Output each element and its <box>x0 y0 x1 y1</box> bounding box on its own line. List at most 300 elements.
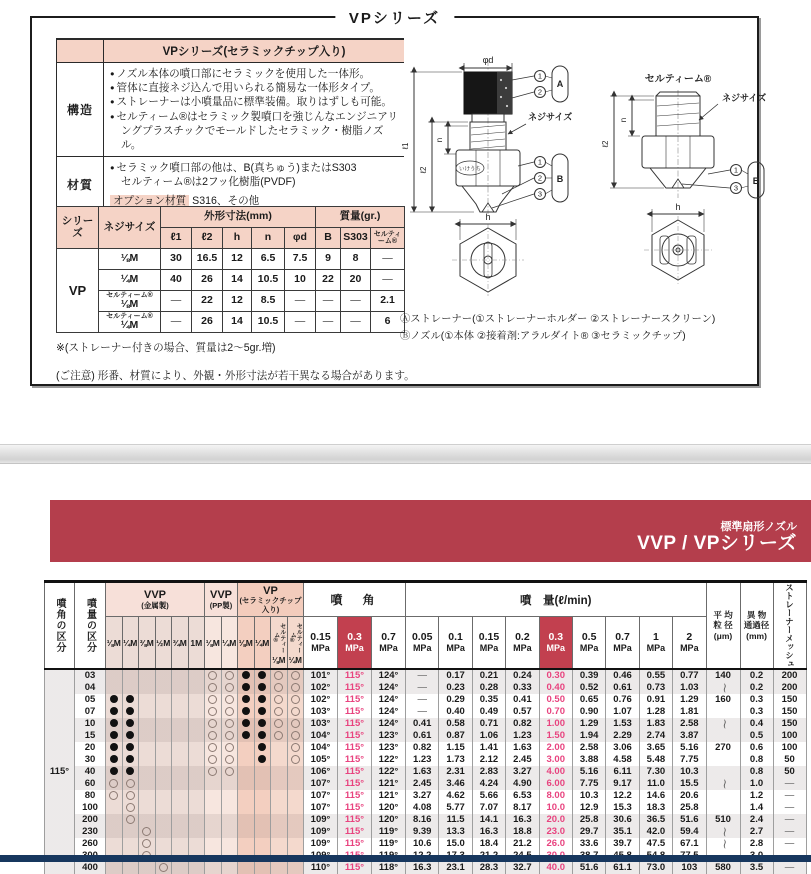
pressure-col-header <box>338 617 372 669</box>
celteam-col-label: セルティーム® <box>289 621 301 656</box>
flow-rate-value: 3.00 <box>539 754 572 766</box>
dims-subheader-4: φd <box>285 228 316 249</box>
flow-rate-value: 1.15 <box>439 742 472 754</box>
pressure-col-header <box>406 617 439 669</box>
flow-rate-value: 20.6 <box>673 790 706 802</box>
availability-cell <box>155 766 172 778</box>
pressure-unit: MPa <box>338 643 371 653</box>
capacity-code: 260 <box>75 838 106 850</box>
dot-open <box>291 695 300 704</box>
availability-cell <box>205 682 222 694</box>
availability-cell <box>139 826 156 838</box>
availability-cell <box>106 790 123 802</box>
dims-value: — <box>371 249 405 270</box>
flow-rate-value: 15.3 <box>606 802 639 814</box>
spray-angle-value: 119° <box>372 826 406 838</box>
capacity-code: 80 <box>75 790 106 802</box>
flow-rate-value: 0.77 <box>673 669 706 682</box>
availability-cell <box>238 838 255 850</box>
flow-rate-value: 1.50 <box>539 730 572 742</box>
availability-cell <box>254 669 271 682</box>
availability-cell <box>254 838 271 850</box>
availability-cell <box>139 682 156 694</box>
dims-value: 22 <box>316 270 341 291</box>
droplet-size-value <box>706 718 740 730</box>
availability-cell <box>221 838 238 850</box>
availability-cell <box>221 682 238 694</box>
spray-angle-value: 107° <box>304 802 338 814</box>
flow-rate-value: 39.7 <box>606 838 639 850</box>
row-30 <box>45 754 807 766</box>
flow-rate-value: 0.61 <box>406 730 439 742</box>
dims-thread-value <box>99 249 161 270</box>
strainer-mesh-value: 150 <box>773 694 806 706</box>
availability-cell <box>287 766 304 778</box>
availability-cell <box>122 838 139 850</box>
dot-open <box>225 731 234 740</box>
dims-value: — <box>316 291 341 312</box>
availability-cell <box>155 826 172 838</box>
flow-rate-value: 7.75 <box>673 754 706 766</box>
droplet-size-value: 140 <box>706 669 740 682</box>
dot-open <box>208 755 217 764</box>
flow-rate-value: 35.1 <box>606 826 639 838</box>
availability-cell <box>271 790 288 802</box>
availability-cell <box>205 778 222 790</box>
dims-row-2 <box>57 270 405 291</box>
availability-cell <box>172 862 189 874</box>
availability-cell <box>271 754 288 766</box>
flow-rate-value: 0.41 <box>406 718 439 730</box>
flow-rate-value: 0.90 <box>572 706 605 718</box>
dot-filled <box>258 707 266 715</box>
dot-filled <box>110 719 118 727</box>
availability-cell <box>188 814 205 826</box>
flow-rate-value: 18.3 <box>639 802 672 814</box>
thread-col-header: ⅛M <box>205 617 222 669</box>
strainer-mesh-value: 100 <box>773 742 806 754</box>
availability-cell <box>188 730 205 742</box>
availability-cell <box>287 706 304 718</box>
availability-cell <box>271 706 288 718</box>
availability-cell <box>188 790 205 802</box>
dot-filled <box>126 743 134 751</box>
legend-strainer: Ⓐストレーナー(①ストレーナーホルダー ②ストレーナースクリーン) <box>400 310 715 325</box>
dot-open <box>274 707 283 716</box>
flow-rate-value: 0.76 <box>606 694 639 706</box>
row-05 <box>45 694 807 706</box>
flow-rate-value: 11.0 <box>639 778 672 790</box>
callout-3-icon: 3 <box>538 190 542 199</box>
group-spray-angle: 噴 角 <box>304 582 406 617</box>
flow-rate-value: 0.70 <box>539 706 572 718</box>
availability-cell <box>221 766 238 778</box>
dims-thread-prefix: セルティーム® <box>99 313 160 320</box>
dims-thread-value <box>99 312 161 333</box>
flow-rate-value: 2.45 <box>506 754 539 766</box>
spray-angle-value: 121° <box>372 778 406 790</box>
nozzle-diagram-standard <box>400 54 580 306</box>
availability-cell <box>221 730 238 742</box>
availability-cell <box>205 706 222 718</box>
capacity-code: 07 <box>75 706 106 718</box>
availability-cell <box>188 754 205 766</box>
dot-open <box>291 671 300 680</box>
strainer-mesh-value: — <box>773 826 806 838</box>
structure-label: 構造 <box>56 63 104 156</box>
availability-cell <box>155 790 172 802</box>
flow-rate-value: 21.2 <box>506 838 539 850</box>
dot-open <box>208 719 217 728</box>
pressure-col-header <box>506 617 539 669</box>
passage-diameter-value: 0.6 <box>740 742 773 754</box>
flow-rate-value: 5.48 <box>639 754 672 766</box>
flow-rate-value: 1.06 <box>472 730 505 742</box>
availability-cell <box>271 669 288 682</box>
col-mean-droplet-size-line2: 粒 径 <box>707 620 740 631</box>
spray-angle-value: 124° <box>372 718 406 730</box>
flow-rate-value: 0.57 <box>506 706 539 718</box>
pressure-col-header <box>572 617 605 669</box>
availability-cell <box>188 838 205 850</box>
strainer-mesh-value: 50 <box>773 754 806 766</box>
dim-h-label-right: h <box>675 202 680 212</box>
dot-filled <box>110 743 118 751</box>
pressure-value: 0.15 <box>473 631 505 643</box>
capacity-code: 03 <box>75 669 106 682</box>
availability-cell <box>188 669 205 682</box>
pressure-unit: MPa <box>473 643 505 653</box>
dot-open <box>159 863 168 872</box>
availability-cell <box>287 802 304 814</box>
capacity-code: 05 <box>75 694 106 706</box>
group-vvp-metal-sub: (金属製) <box>106 602 204 610</box>
col-spray-angle-class <box>45 582 75 670</box>
droplet-size-value: 510 <box>706 814 740 826</box>
availability-cell <box>205 742 222 754</box>
availability-cell <box>106 778 123 790</box>
dims-value: 10 <box>285 270 316 291</box>
availability-cell <box>271 766 288 778</box>
dims-value: — <box>341 291 371 312</box>
dim-l2-label: ℓ2 <box>419 166 428 175</box>
spray-angle-value: 124° <box>372 694 406 706</box>
dot-filled <box>258 683 266 691</box>
flow-rate-value: 4.08 <box>406 802 439 814</box>
availability-cell <box>287 862 304 874</box>
passage-diameter-value: 1.0 <box>740 778 773 790</box>
dims-row-3 <box>57 291 405 312</box>
flow-rate-value: 30.6 <box>606 814 639 826</box>
material-line2: セルティーム®は2フッ化樹脂(PVDF) <box>110 175 400 189</box>
availability-cell <box>287 718 304 730</box>
dot-open <box>225 695 234 704</box>
availability-cell <box>139 754 156 766</box>
spray-angle-value: 104° <box>304 730 338 742</box>
spray-angle-value: 105° <box>304 754 338 766</box>
strainer-mesh-value: 150 <box>773 706 806 718</box>
main-table-wrap <box>44 580 807 874</box>
dims-thread-prefix: セルティーム® <box>99 292 160 299</box>
flow-rate-value: 11.5 <box>439 814 472 826</box>
col-strainer-mesh <box>773 582 806 670</box>
dot-open <box>274 695 283 704</box>
option-material-tag: オプション材質 <box>110 195 189 207</box>
availability-cell <box>122 669 139 682</box>
pressure-unit: MPa <box>673 643 705 653</box>
availability-cell <box>254 754 271 766</box>
availability-cell <box>221 718 238 730</box>
spray-angle-value: 106° <box>304 766 338 778</box>
capacity-code: 200 <box>75 814 106 826</box>
flow-rate-value: 10.3 <box>673 766 706 778</box>
material-line1: ● セラミック噴口部の他は、B(真ちゅう)またはS303 <box>110 161 400 175</box>
dot-open <box>208 767 217 776</box>
flow-rate-value: 12.9 <box>572 802 605 814</box>
spray-angle-value: 115° <box>338 669 372 682</box>
availability-cell <box>172 838 189 850</box>
availability-cell <box>238 862 255 874</box>
structure-bullets <box>104 63 404 156</box>
pressure-value: 0.3 <box>338 631 371 643</box>
availability-cell <box>254 766 271 778</box>
dot-filled <box>126 767 134 775</box>
dot-filled <box>110 731 118 739</box>
dot-open <box>126 791 135 800</box>
spec-table <box>56 38 404 214</box>
dot-filled <box>242 731 250 739</box>
availability-cell <box>122 790 139 802</box>
dims-value: 9 <box>316 249 341 270</box>
flow-rate-value: 0.73 <box>639 682 672 694</box>
availability-cell <box>238 778 255 790</box>
dot-filled <box>126 695 134 703</box>
flow-rate-value: 2.31 <box>439 766 472 778</box>
dims-value: 8 <box>341 249 371 270</box>
pressure-col-header <box>304 617 338 669</box>
spray-angle-value: 115° <box>338 694 372 706</box>
availability-cell <box>139 790 156 802</box>
banner-title: VVP / VPシリーズ <box>637 534 797 555</box>
availability-cell <box>221 742 238 754</box>
dot-open <box>109 791 118 800</box>
passage-diameter-value: 0.5 <box>740 730 773 742</box>
pressure-unit: MPa <box>640 643 672 653</box>
flow-rate-value: 0.87 <box>439 730 472 742</box>
dot-open <box>208 731 217 740</box>
flow-rate-value: 103 <box>673 862 706 874</box>
dims-col-outer: 外形寸法(mm) <box>161 207 316 228</box>
pressure-col-header <box>639 617 672 669</box>
dot-filled <box>126 731 134 739</box>
availability-cell <box>188 694 205 706</box>
dims-row-4 <box>57 312 405 333</box>
dim-n-label: n <box>435 138 444 142</box>
availability-cell <box>106 669 123 682</box>
availability-cell <box>254 826 271 838</box>
availability-cell <box>188 802 205 814</box>
spray-angle-value: 119° <box>372 838 406 850</box>
availability-cell <box>139 706 156 718</box>
availability-cell <box>238 742 255 754</box>
banner-subtitle: 標準扇形ノズル <box>720 518 797 534</box>
flow-rate-value: 0.61 <box>606 682 639 694</box>
group-vp-ceramic-sub: (セラミックチップ入り) <box>238 597 303 614</box>
flow-rate-value: 40.0 <box>539 862 572 874</box>
availability-cell <box>172 742 189 754</box>
flow-rate-value: 4.58 <box>606 754 639 766</box>
dot-open <box>225 671 234 680</box>
availability-cell <box>139 814 156 826</box>
spray-angle-value: 115° <box>338 814 372 826</box>
droplet-size-value <box>706 778 740 790</box>
dot-filled <box>242 695 250 703</box>
row-400 <box>45 862 807 874</box>
dim-n-label-right: n <box>619 118 628 122</box>
spray-angle-value: 109° <box>304 814 338 826</box>
flow-rate-value: 4.90 <box>506 778 539 790</box>
flow-rate-value: 25.8 <box>673 802 706 814</box>
flow-rate-value: 0.29 <box>439 694 472 706</box>
pressure-unit: MPa <box>606 643 638 653</box>
size-range-mark: 〜 <box>717 719 729 729</box>
passage-diameter-value: 3.5 <box>740 862 773 874</box>
pressure-value: 0.05 <box>406 631 438 643</box>
col-spray-angle-class-text: 噴角の区分 <box>52 598 67 653</box>
flow-rate-value: 2.12 <box>472 754 505 766</box>
dot-filled <box>258 755 266 763</box>
availability-cell <box>139 778 156 790</box>
callout-1b-icon: 1 <box>538 158 542 167</box>
dims-thread-size: ⅛M <box>121 252 139 264</box>
group-vvp-metal <box>106 582 205 617</box>
availability-cell <box>188 778 205 790</box>
row-10 <box>45 718 807 730</box>
row-60 <box>45 778 807 790</box>
availability-cell <box>238 682 255 694</box>
option-material-value: S316、その他 <box>192 195 259 207</box>
flow-rate-value: 5.16 <box>673 742 706 754</box>
flow-rate-value: 42.0 <box>639 826 672 838</box>
passage-diameter-value: 2.7 <box>740 826 773 838</box>
flow-rate-value: 1.81 <box>673 706 706 718</box>
page-separator <box>0 444 811 464</box>
droplet-size-value <box>706 766 740 778</box>
capacity-code: 60 <box>75 778 106 790</box>
dims-note: ※(ストレーナー付きの場合、質量は2〜5gr.増) <box>56 340 276 355</box>
spec-header-row <box>56 40 404 62</box>
dot-filled <box>110 755 118 763</box>
availability-cell <box>155 862 172 874</box>
spray-angle-value: 124° <box>372 669 406 682</box>
dims-value: 6.5 <box>252 249 285 270</box>
strainer-mesh-value: — <box>773 802 806 814</box>
flow-rate-value: 8.16 <box>406 814 439 826</box>
dims-value: 12 <box>223 249 252 270</box>
spray-angle-value: 115° <box>338 706 372 718</box>
flow-rate-value: 1.63 <box>406 766 439 778</box>
flow-rate-value: 1.29 <box>673 694 706 706</box>
strainer-mesh-value: — <box>773 838 806 850</box>
spray-angle-value: 115° <box>338 778 372 790</box>
spray-angle-value: 115° <box>338 730 372 742</box>
flow-rate-value: 1.28 <box>639 706 672 718</box>
dot-open <box>225 767 234 776</box>
availability-cell <box>205 790 222 802</box>
availability-cell <box>155 814 172 826</box>
tag-a-label: A <box>557 79 564 89</box>
availability-cell <box>106 766 123 778</box>
spray-angle-value: 109° <box>304 826 338 838</box>
spray-angle-value: 104° <box>304 742 338 754</box>
availability-cell <box>254 730 271 742</box>
dims-value: 10.5 <box>252 312 285 333</box>
callout-1r-icon: 1 <box>734 166 738 175</box>
availability-cell <box>139 718 156 730</box>
pressure-value: 2 <box>673 631 705 643</box>
availability-cell <box>172 814 189 826</box>
material-label: 材質 <box>56 157 104 212</box>
capacity-code: 30 <box>75 754 106 766</box>
dim-l1-label: ℓ1 <box>401 142 410 151</box>
thread-size-label: ネジサイズ <box>528 111 572 122</box>
availability-cell <box>221 706 238 718</box>
flow-rate-value: 36.5 <box>639 814 672 826</box>
availability-cell <box>221 790 238 802</box>
droplet-size-value <box>706 802 740 814</box>
flow-rate-value: 5.77 <box>439 802 472 814</box>
flow-rate-value: 0.82 <box>406 742 439 754</box>
flow-rate-value: 16.3 <box>472 826 505 838</box>
passage-diameter-value: 1.4 <box>740 802 773 814</box>
spray-angle-value: 102° <box>304 682 338 694</box>
spray-angle-value: 115° <box>338 742 372 754</box>
row-230 <box>45 826 807 838</box>
availability-cell <box>122 742 139 754</box>
dot-filled <box>242 671 250 679</box>
spray-angle-value: 115° <box>338 682 372 694</box>
col-foreign-passage-line2: 通過径 <box>741 620 773 631</box>
availability-cell <box>106 682 123 694</box>
spray-angle-value: 122° <box>372 766 406 778</box>
dims-value: — <box>285 312 316 333</box>
thread-col-header: ⅛M <box>106 617 123 669</box>
flow-rate-value: 1.83 <box>639 718 672 730</box>
pressure-col-header <box>673 617 706 669</box>
size-range-mark: 〜 <box>717 683 729 693</box>
flow-rate-value: 6.53 <box>506 790 539 802</box>
flow-rate-value: 16.3 <box>506 814 539 826</box>
availability-cell <box>155 669 172 682</box>
availability-cell <box>287 669 304 682</box>
dims-col-thread: ネジサイズ <box>99 207 161 249</box>
availability-cell <box>271 742 288 754</box>
dot-open <box>126 815 135 824</box>
callout-3r-icon: 3 <box>734 184 738 193</box>
dot-open <box>274 731 283 740</box>
capacity-code: 400 <box>75 862 106 874</box>
flow-rate-value: 0.41 <box>506 694 539 706</box>
availability-cell <box>139 669 156 682</box>
passage-diameter-value: 0.2 <box>740 682 773 694</box>
dims-subheader-0: ℓ1 <box>161 228 192 249</box>
passage-diameter-value: 0.8 <box>740 754 773 766</box>
strainer-mesh-value: — <box>773 790 806 802</box>
pressure-value: 0.1 <box>439 631 471 643</box>
flow-rate-value: 15.5 <box>673 778 706 790</box>
dims-notice: (ご注意) 形番、材質により、外観・外形寸法が若干異なる場合があります。 <box>56 368 415 383</box>
availability-cell <box>271 838 288 850</box>
